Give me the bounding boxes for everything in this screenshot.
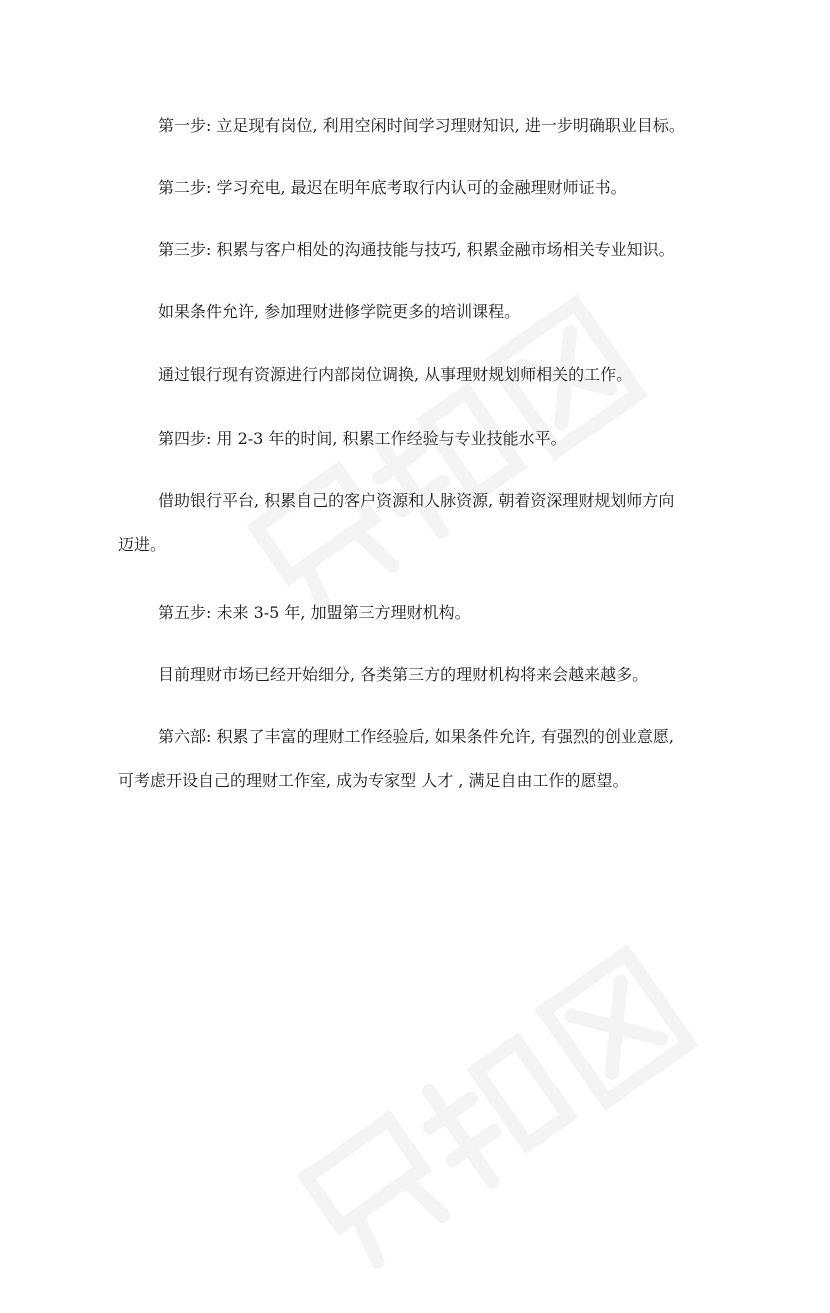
watermark-bottom [287,926,734,1313]
paragraph-line: 第四步: 用 2-3 年的时间, 积累工作经验与专业技能水平。 [158,429,567,448]
paragraph-line: 借助银行平台, 积累自己的客户资源和人脉资源, 朝着资深理财规划师方向 [158,491,675,510]
paragraph-line: 第三步: 积累与客户相处的沟通技能与技巧, 积累金融市场相关专业知识。 [158,240,675,259]
paragraph-step-2 [118,180,718,196]
paragraph-step-3 [118,242,718,258]
paragraph-step-1 [118,118,718,134]
paragraph-training [118,304,718,320]
paragraph-line: 目前理财市场已经开始细分, 各类第三方的理财机构将来会越来越多。 [158,665,649,684]
paragraph-platform [118,493,718,553]
watermark-logo [236,276,666,640]
paragraph-line: 第二步: 学习充电, 最迟在明年底考取行内认可的金融理财师证书。 [158,178,627,197]
paragraph-market [118,667,718,683]
paragraph-step-4 [118,431,718,447]
paragraph-line: 如果条件允许, 参加理财进修学院更多的培训课程。 [158,302,521,321]
paragraph-line: 第一步: 立足现有岗位, 利用空闲时间学习理财知识, 进一步明确职业目标。 [158,116,685,135]
watermark-logo-bottom [287,926,717,1290]
paragraph-step-6 [118,729,718,789]
paragraph-line: 第五步: 未来 3-5 年, 加盟第三方理财机构。 [158,603,471,622]
paragraph-transfer [118,367,718,383]
paragraph-step-5 [118,605,718,621]
paragraph-line: 迈进。 [118,535,167,554]
paragraph-line: 第六部: 积累了丰富的理财工作经验后, 如果条件允许, 有强烈的创业意愿, [158,727,674,746]
paragraph-line: 可考虑开设自己的理财工作室, 成为专家型 人才 , 满足自由工作的愿望。 [118,771,629,790]
paragraph-line: 通过银行现有资源进行内部岗位调换, 从事理财规划师相关的工作。 [158,365,633,384]
